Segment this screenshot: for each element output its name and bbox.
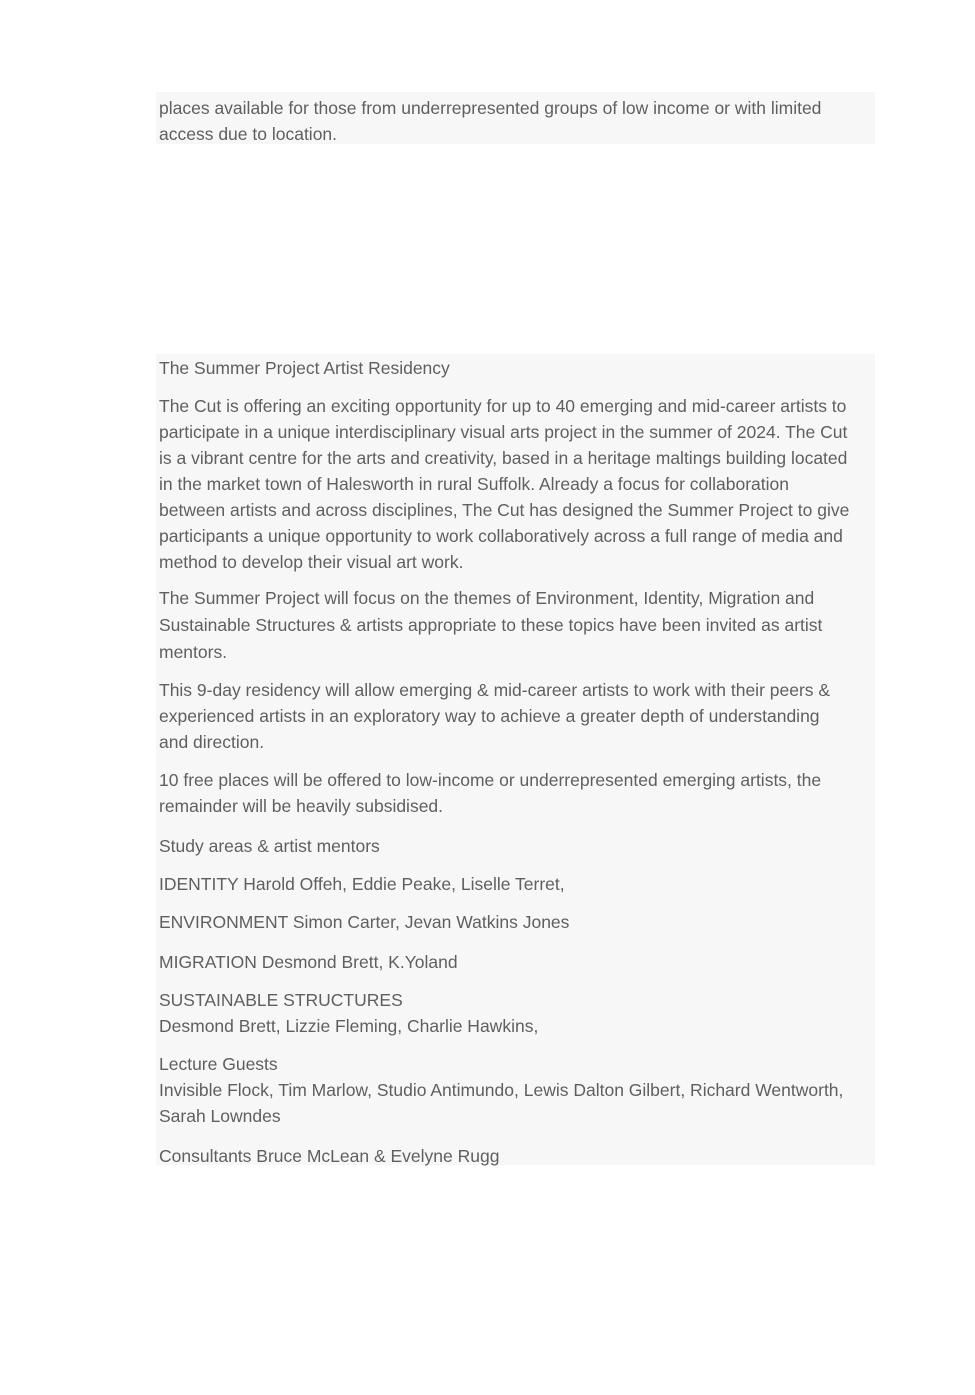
paragraph-line: between artists and across disciplines, The Cut has designed the Summer Project to give [159,500,850,520]
intro-line: places available for those from underrepresented groups of low income or with limited [159,98,822,118]
paragraph-line: The Summer Project will focus on the themes of Environment, Identity, Migration and [159,588,815,608]
residency-text-block [156,354,875,1165]
paragraph-line: Sustainable Structures & artists appropriate to these topics have been invited as artist [159,615,823,635]
lecture-guests [159,1051,875,1129]
paragraph-line: participate in a unique interdisciplinary visual arts project in the summer of 2024. The Cut [159,422,848,442]
sustainable-structures [159,987,875,1039]
study-areas-heading: Study areas & artist mentors [159,836,380,856]
paragraph-line: method to develop their visual art work. [159,552,464,572]
paragraph-line: and direction. [159,732,265,752]
residency-title: The Summer Project Artist Residency [159,358,450,378]
paragraph-line: mentors. [159,642,228,662]
residency-paragraph-3 [159,677,875,755]
paragraph-line: 10 free places will be offered to low-income or underrepresented emerging artists, the [159,770,822,790]
intro-line: access due to location. [159,124,338,144]
paragraph-line: This 9-day residency will allow emerging & mid-career artists to work with their peers & [159,680,831,700]
paragraph-line: The Cut is offering an exciting opportunity for up to 40 emerging and mid-career artists to [159,396,847,416]
migration-mentors: MIGRATION Desmond Brett, K.Yoland [159,952,458,972]
paragraph-line: experienced artists in an exploratory way to achieve a greater depth of understanding [159,706,820,726]
paragraph-line: is a vibrant centre for the arts and creativity, based in a heritage maltings building located [159,448,848,468]
sustainable-mentors: Desmond Brett, Lizzie Fleming, Charlie Hawkins, [159,1016,539,1036]
lecture-names-line: Sarah Lowndes [159,1106,281,1126]
residency-paragraph-2 [159,585,875,665]
environment-mentors: ENVIRONMENT Simon Carter, Jevan Watkins Jones [159,912,570,932]
intro-text-block [156,92,875,144]
intro-paragraph [159,95,875,147]
paragraph-line: participants a unique opportunity to work collaboratively across a full range of media and [159,526,843,546]
lecture-title: Lecture Guests [159,1054,278,1074]
paragraph-line: in the market town of Halesworth in rural Suffolk. Already a focus for collaboration [159,474,789,494]
residency-paragraph-1 [159,393,875,575]
residency-paragraph-4 [159,767,875,819]
lecture-names-line: Invisible Flock, Tim Marlow, Studio Antimundo, Lewis Dalton Gilbert, Richard Wentworth, [159,1080,844,1100]
consultants: Consultants Bruce McLean & Evelyne Rugg [159,1146,500,1166]
paragraph-line: remainder will be heavily subsidised. [159,796,444,816]
sustainable-title: SUSTAINABLE STRUCTURES [159,990,403,1010]
identity-mentors: IDENTITY Harold Offeh, Eddie Peake, Liselle Terret, [159,874,565,894]
